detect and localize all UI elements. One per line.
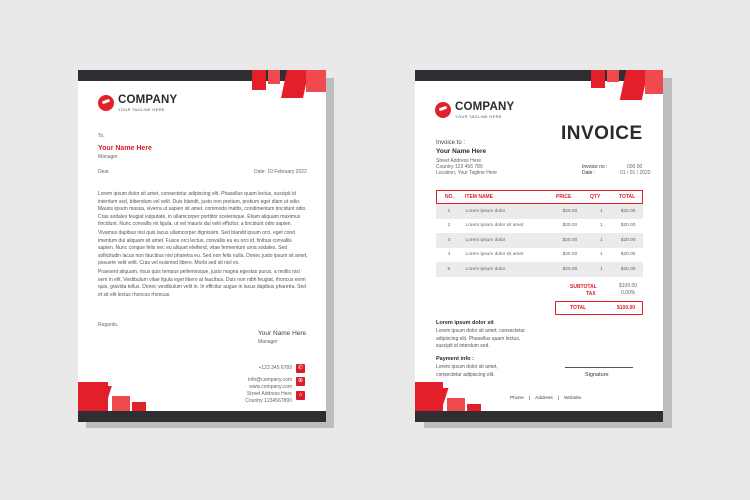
globe-icon: ⊕	[297, 378, 304, 384]
decor-shape	[252, 70, 266, 90]
tax-label: TAX	[586, 291, 596, 297]
invoice-footer	[510, 396, 581, 401]
row-qty: 1	[590, 204, 614, 219]
row-total: $20.00	[620, 252, 636, 258]
client-address-line: Country 123 456 789	[436, 164, 483, 170]
row-price: $20.00	[550, 233, 590, 248]
signature-label: Signature	[585, 372, 609, 378]
invoice-title: INVOICE	[561, 123, 643, 144]
row-total: $20.00	[613, 204, 643, 219]
contact-address: Street Address Here Country 1234567890	[245, 391, 292, 404]
decor-shape	[306, 70, 326, 92]
company-logo	[98, 95, 177, 112]
letter-paragraph: Lorem ipsum dolor sit amet, consectetur adipiscing elit. Phasellus quam lectus, suscipit id interdum sed, bibendum vel velit. Duis blandit, justo non pretium, pretium eget diam ut odio. Mauris ipsum massa, viverra ut sapien sit amet, commodo mattis, condimentum tincidunt odio. Cras sodales feugiat vulputate, in ullamcorper porttitor scelerisque. Etiam aliquam maximus tincidunt. Nunc convallis mi ligula, ut vel mauris dui velit efficitur, a tincidunt odio sapien.	[98, 191, 307, 228]
contact-phone: +123 345 6789	[258, 365, 292, 371]
row-item: Lorem ipsum dolor	[462, 262, 551, 277]
company-name: COMPANY	[455, 101, 515, 113]
table-row	[436, 204, 643, 219]
invoice-to-label: Invoice to :	[436, 140, 466, 146]
payment-title: Payment info :	[436, 356, 474, 362]
invoice-items-table	[436, 204, 643, 277]
row-price: $20.00	[550, 204, 590, 219]
row-price: $20.00	[562, 223, 578, 229]
footer-separator: |	[557, 396, 559, 401]
footer-phone: Phone	[510, 396, 524, 401]
row-total: $20.00	[620, 223, 636, 229]
row-no: 1	[436, 204, 462, 219]
company-tagline: YOUR TAGLINE HERE	[118, 106, 165, 112]
payment-text: Lorem ipsum dolor sit amet, consectetur adipiscing elit.	[436, 364, 498, 378]
date-label: Date :	[582, 170, 596, 176]
row-no: 3	[436, 233, 462, 248]
row-no: 5	[436, 262, 462, 277]
company-name: COMPANY	[118, 94, 178, 106]
dear-label: Dear	[98, 169, 109, 175]
decor-shape	[620, 70, 648, 100]
home-icon: ⌂	[296, 391, 305, 400]
signer-name: Your Name Here	[258, 330, 307, 337]
table-row	[436, 219, 643, 234]
total-value: $100.00	[617, 305, 636, 311]
tax-value: 0.00%	[621, 290, 636, 296]
table-row	[436, 248, 643, 263]
table-row	[436, 233, 643, 248]
footer-address: Address	[535, 396, 553, 401]
row-qty: 1	[590, 233, 614, 248]
decor-shape	[281, 70, 309, 98]
regards-label: Regards,	[98, 322, 119, 328]
recipient-name: Your Name Here	[98, 145, 152, 152]
contact-web: info@company.com www.company.com	[248, 377, 292, 390]
letter-date: Date: 10 February 2022	[254, 169, 307, 175]
company-tagline: YOUR TAGLINE HERE	[455, 113, 502, 119]
footer-separator: |	[528, 396, 531, 401]
row-price: $20.00	[562, 252, 578, 258]
footer-website: Website	[563, 396, 582, 401]
decor-shape	[645, 70, 663, 94]
logo-icon	[435, 102, 451, 118]
note-text: Lorem ipsum dolor sit amet, consectetur adipiscing elit. Phasellus quam lectus, suscipit id interdum sed.	[436, 328, 525, 350]
letterhead-page	[78, 70, 326, 422]
row-item: Lorem ipsum dolor	[462, 204, 551, 219]
row-qty: 1	[600, 252, 603, 258]
invoice-no-label: Invoice no :	[582, 164, 608, 170]
row-no: 2	[447, 223, 451, 229]
row-price: $20.00	[550, 262, 590, 277]
row-qty: 1	[600, 223, 603, 229]
letter-paragraph: Vivamus dapibus nisl quis lacus ullamcorper dignissim. Sed blandit ipsum orci, eget cond imentum dui aliquam sit amet. Fusce orci lectus, convallis eu eu orci id, finibus convallis sapien. Nunc congue felis nec eu aliquet eleifend, vitae fermentum urna sodales. Sed sollicitudin lacus non faucibus nisi pharetra eu. Sed non felis nulla. Donec justo ipsum sit amet, posuere velit velit. Cras vel euismod libero. Morbi sed sit nisl ex.	[98, 230, 308, 267]
total-label: TOTAL	[570, 305, 587, 311]
col-header-total: TOTAL	[619, 194, 636, 200]
logo-icon	[98, 95, 114, 111]
decor-shape	[607, 70, 619, 82]
phone-icon: ✆	[297, 365, 304, 371]
row-item: Lorem ipsum dolor sit amet	[465, 252, 524, 258]
col-header-no: NO.	[445, 194, 454, 200]
col-header-qty: QTY	[590, 194, 601, 200]
table-row	[436, 262, 643, 277]
decor-shape	[268, 70, 280, 84]
to-label: To,	[98, 133, 105, 139]
invoice-date: 01 / 01 / 2022	[620, 170, 651, 176]
letter-paragraph: Praesent aliquam, risus quis tempus pellentesque, justo magna egestas purus, a mollis nisl sem in elit. Vestibulum vitae ligula eget libero at faucibus. Duis non nibh feugiat, rhoncus enim quis, gravida tellus. Donec vestibulum velit in. In efficitur augue in lacus dapibus pharetra. Sed et sit elit lectus rhoncus rhoncus.	[98, 269, 307, 298]
client-name: Your Name Here	[436, 148, 487, 155]
recipient-role: Manager	[98, 154, 118, 160]
decor-shape	[591, 70, 605, 88]
row-item: Lorem ipsum dolor sit amet	[465, 223, 524, 229]
company-logo	[435, 102, 514, 119]
subtotal-value: $100.00	[619, 283, 638, 289]
subtotal-label: SUBTOTAL	[570, 284, 597, 290]
col-header-item: ITEM NAME	[465, 194, 494, 200]
note-title: Lorem ipsum dolor sit	[436, 320, 494, 326]
client-address-line: Street Address Here	[436, 158, 482, 164]
row-qty: 1	[590, 262, 614, 277]
signature-line	[565, 367, 633, 368]
row-total: $20.00	[613, 262, 643, 277]
bottom-bar	[415, 411, 663, 422]
invoice-page	[415, 70, 663, 422]
col-header-price: PRICE	[556, 194, 572, 200]
signer-role: Manager	[258, 339, 278, 345]
row-total: $20.00	[613, 233, 643, 248]
client-address-line: Location, Your Tagline Here	[436, 170, 498, 176]
bottom-bar	[78, 411, 326, 422]
invoice-no: 000 00	[627, 164, 643, 170]
row-no: 4	[447, 252, 451, 258]
row-item: Lorem ipsum dolor	[462, 233, 551, 248]
